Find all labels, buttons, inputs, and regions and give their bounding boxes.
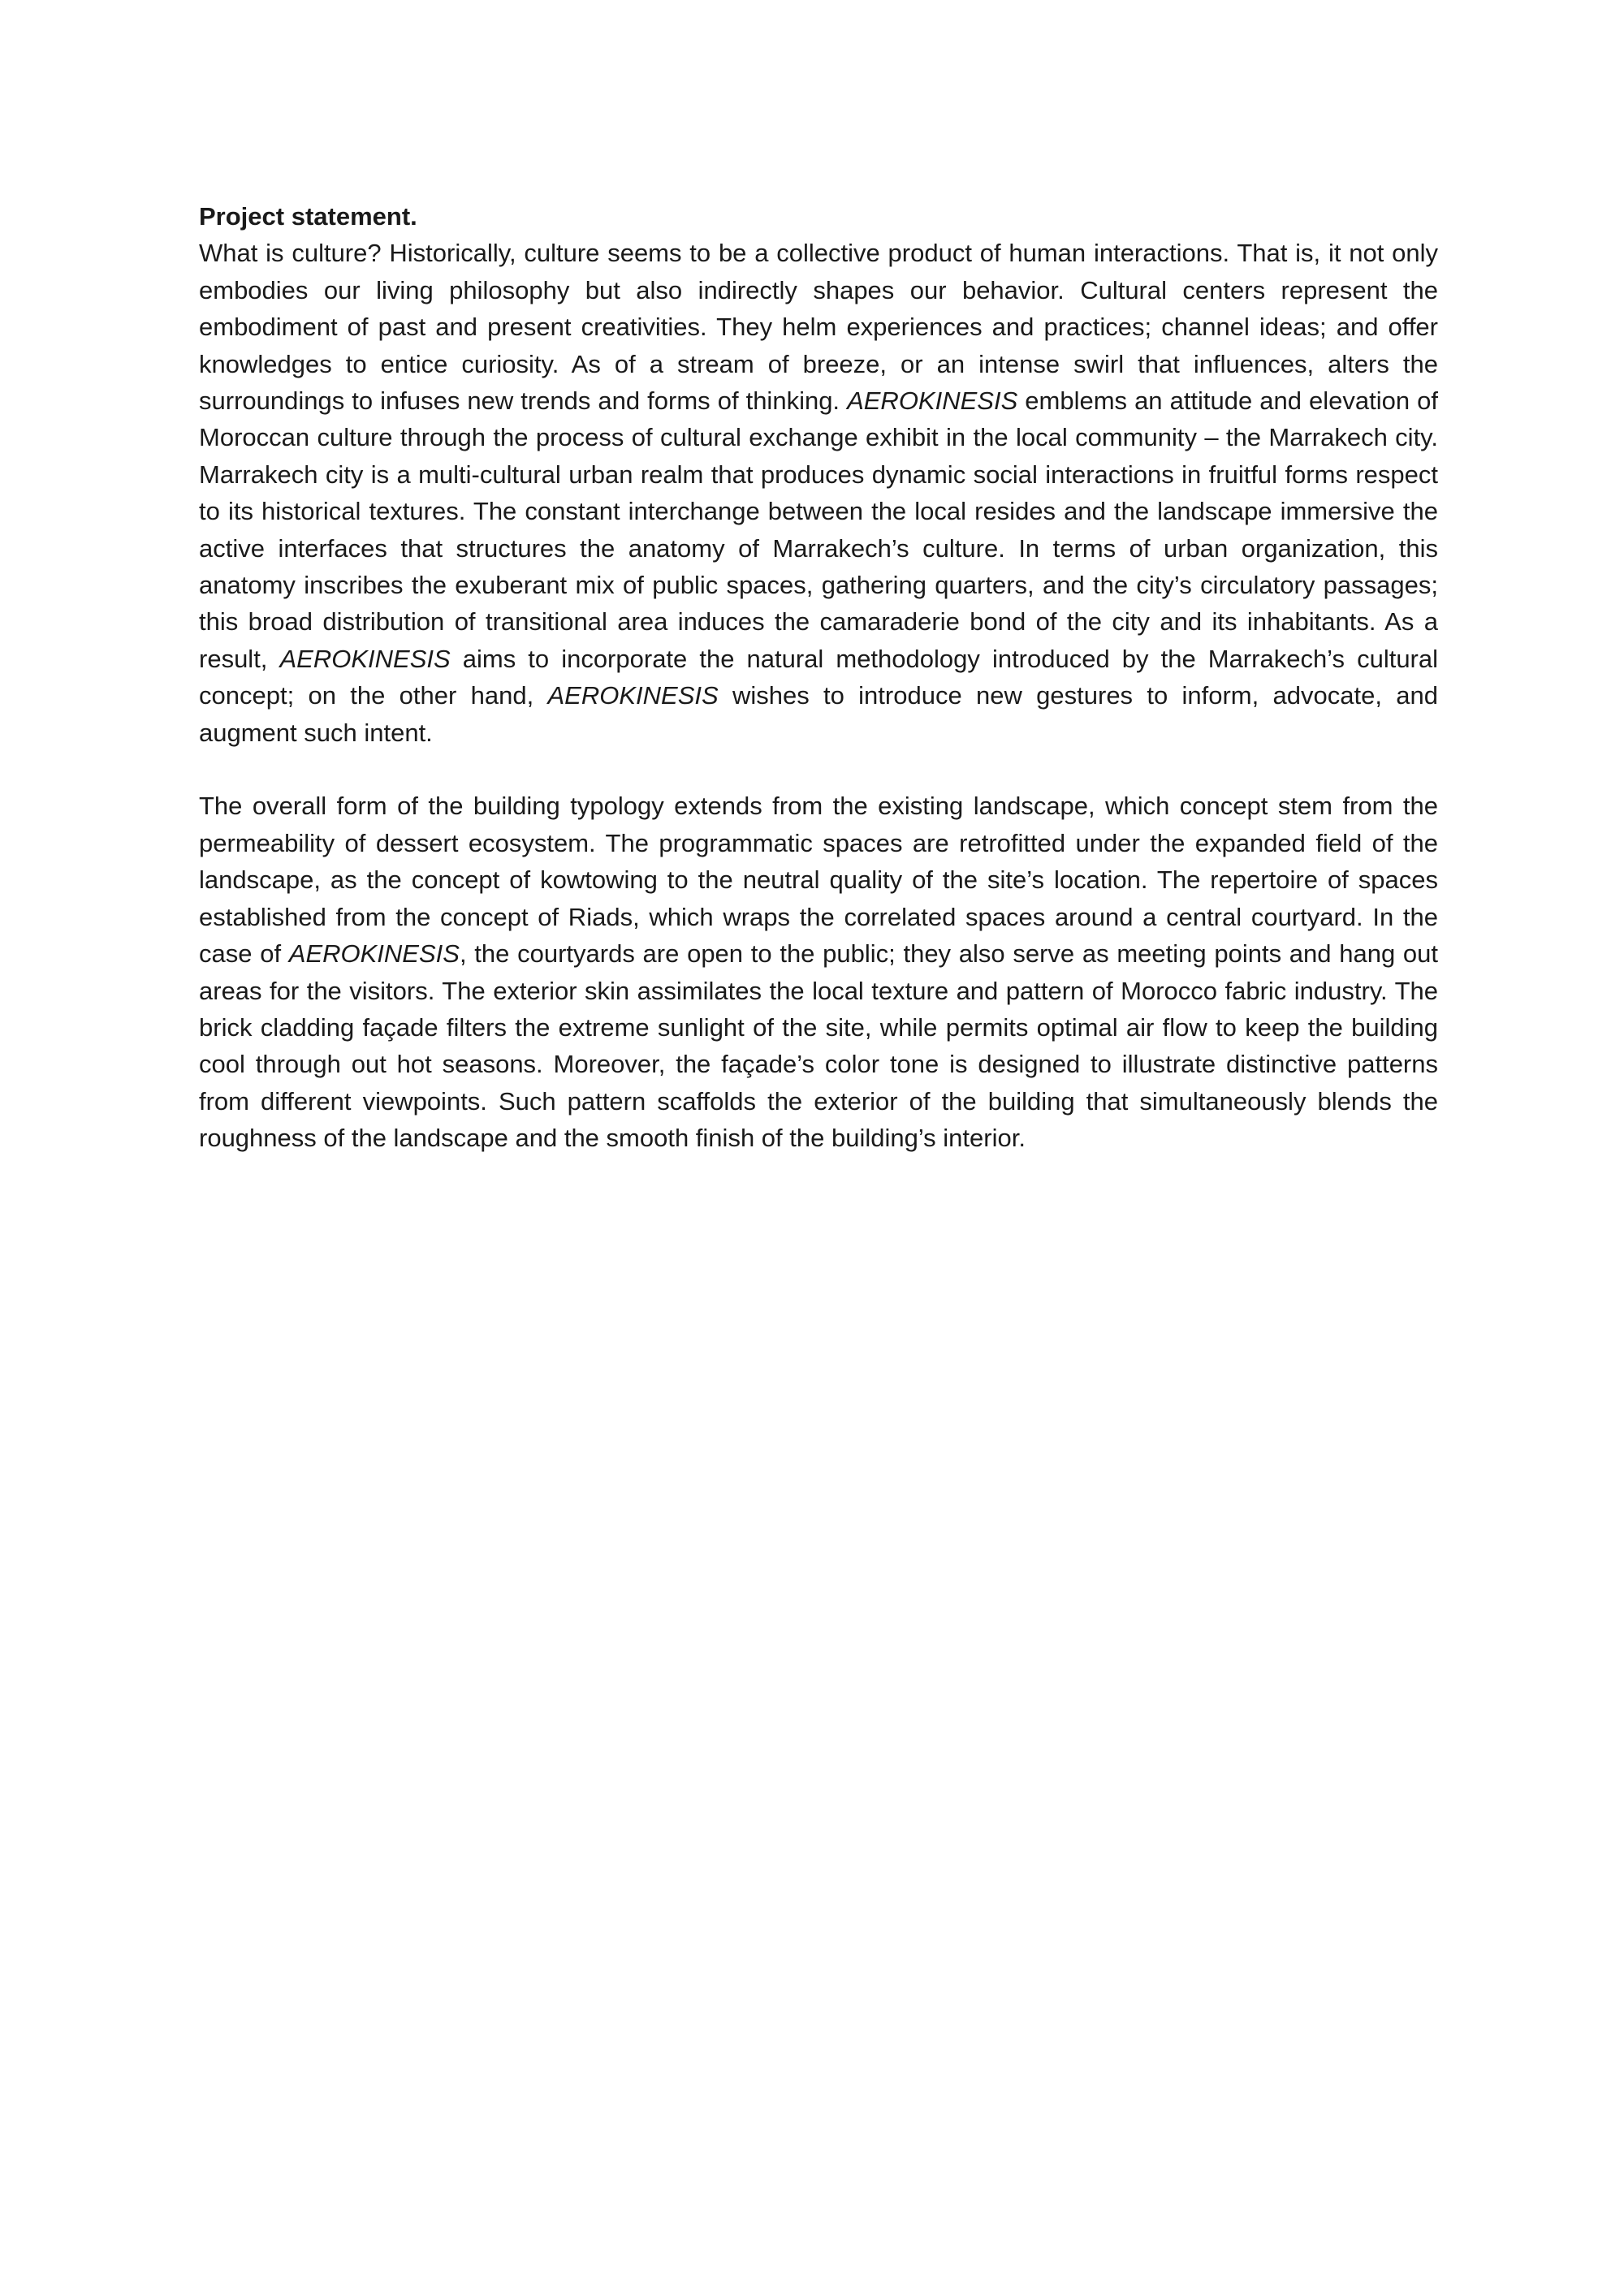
document-body (199, 198, 1438, 1157)
project-name-italic: AEROKINESIS (288, 939, 460, 969)
paragraph-1 (199, 235, 1438, 751)
project-name-italic: AEROKINESIS (279, 644, 451, 673)
paragraph-segment: aims to incorporate the natural methodology introduced by the Marrakech’s cultural concept; on the other hand, (199, 644, 1439, 710)
project-name-italic: AEROKINESIS (547, 681, 719, 710)
project-name-italic: AEROKINESIS (847, 386, 1018, 416)
paragraph-2 (199, 788, 1438, 1156)
paragraph-segment: emblems an attitude and elevation of Moroccan culture through the process of cultural exchange exhibit in the local community – the Marrakech city. Marrakech city is a multi-cultural urban realm that produces dynamic social interactions in fruitful forms respect to its historical textures. The constant interchange between the local resides and the landscape immersive the active interfaces that structures the anatomy of Marrakech’s culture. In terms of urban organization, this anatomy inscribes the exuberant mix of public spaces, gathering quarters, and the city’s circulatory passages; this broad distribution of transitional area induces the camaraderie bond of the city and its inhabitants. As a result, (199, 386, 1438, 673)
document-title: Project statement. (199, 202, 417, 231)
paragraph-segment: What is culture? Historically, culture seems to be a collective product of human interactions. That is, it not only embodies our living philosophy but also indirectly shapes our behavior. Cultural centers represent the embodiment of past and present creativities. They helm experiences and practices; channel ideas; and offer knowledges to entice curiosity. As of a stream of breeze, or an intense swirl that influences, alters the surroundings to infuses new trends and forms of thinking. (199, 239, 1438, 416)
paragraph-segment: wishes to introduce new gestures to inform, advocate, and augment such intent. (199, 681, 1438, 747)
paragraph-segment: , the courtyards are open to the public; they also serve as meeting points and hang out areas for the visitors. The exterior skin assimilates the local texture and pattern of Morocco fabric industry. The brick cladding façade filters the extreme sunlight of the site, while permits optimal air flow to keep the building cool through out hot seasons. Moreover, the façade’s color tone is designed to illustrate distinctive patterns from different viewpoints. Such pattern scaffolds the exterior of the building that simultaneously blends the roughness of the landscape and the smooth finish of the building’s interior. (199, 939, 1439, 1153)
paragraph-segment: The overall form of the building typology extends from the existing landscape, which concept stem from the permeability of dessert ecosystem. The programmatic spaces are retrofitted under the expanded field of the landscape, as the concept of kowtowing to the neutral quality of the site’s location. The repertoire of spaces established from the concept of Riads, which wraps the correlated spaces around a central courtyard. In the case of (199, 792, 1438, 969)
